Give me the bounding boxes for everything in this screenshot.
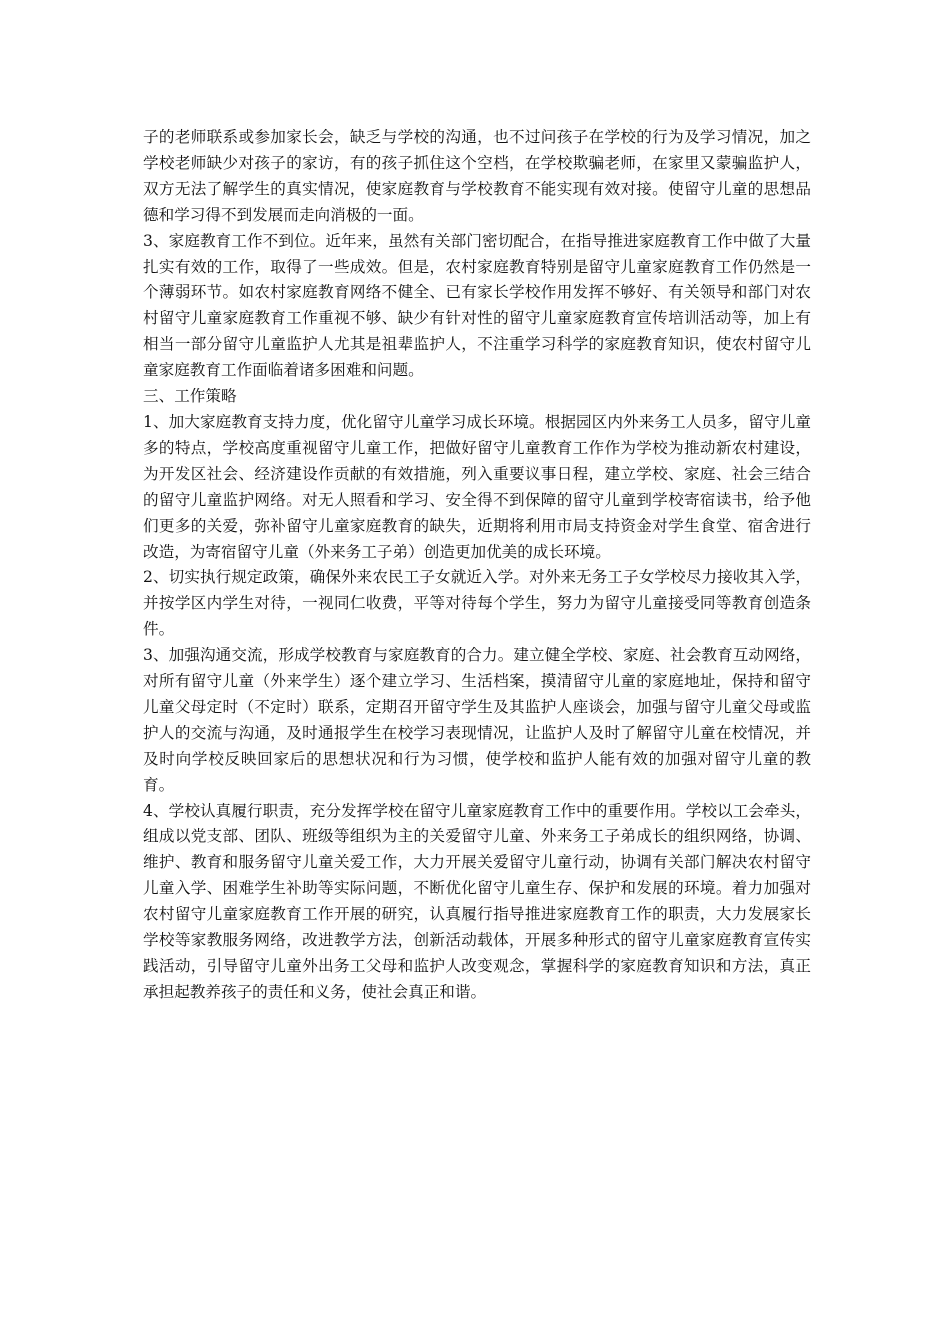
paragraph-strategy-1: 1、加大家庭教育支持力度，优化留守儿童学习成长环境。根据园区内外来务工人员多，留守儿童多的特点，学校高度重视留守儿童工作，把做好留守儿童教育工作作为学校为推动新农村建设，为开发区社会、经济建设作贡献的有效措施，列入重要议事日程，建立学校、家庭、社会三结合的留守儿童监护网络。对无人照看和学习、安全得不到保障的留守儿童到学校寄宿读书，给予他们更多的关爱，弥补留守儿童家庭教育的缺失，近期将利用市局支持资金对学生食堂、宿舍进行改造，为寄宿留守儿童（外来务工子弟）创造更加优美的成长环境。 bbox=[143, 412, 811, 561]
document-body bbox=[143, 125, 811, 1006]
paragraph-family-education-shortfall: 3、家庭教育工作不到位。近年来，虽然有关部门密切配合，在指导推进家庭教育工作中做了大量扎实有效的工作，取得了一些成效。但是，农村家庭教育特别是留守儿童家庭教育工作仍然是一个薄弱环节。如农村家庭教育网络不健全、已有家长学校作用发挥不够好、有关领导和部门对农村留守儿童家庭教育工作重视不够、缺少有针对性的留守儿童家庭教育宣传培训活动等，加上有相当一部分留守儿童监护人尤其是祖辈监护人，不注重学习科学的家庭教育知识，使农村留守儿童家庭教育工作面临着诸多困难和问题。 bbox=[143, 231, 811, 380]
section-heading-work-strategy: 三、工作策略 bbox=[143, 387, 237, 406]
paragraph-continuation: 子的老师联系或参加家长会，缺乏与学校的沟通，也不过问孩子在学校的行为及学习情况，加之学校老师缺少对孩子的家访，有的孩子抓住这个空档，在学校欺骗老师，在家里又蒙骗监护人，双方无法了解学生的真实情况，使家庭教育与学校教育不能实现有效对接。使留守儿童的思想品德和学习得不到发展而走向消极的一面。 bbox=[143, 128, 811, 224]
paragraph-strategy-4: 4、学校认真履行职责，充分发挥学校在留守儿童家庭教育工作中的重要作用。学校以工会牵头，组成以党支部、团队、班级等组织为主的关爱留守儿童、外来务工子弟成长的组织网络，协调、维护、教育和服务留守儿童关爱工作，大力开展关爱留守儿童行动，协调有关部门解决农村留守儿童入学、困难学生补助等实际问题，不断优化留守儿童生存、保护和发展的环境。着力加强对农村留守儿童家庭教育工作开展的研究，认真履行指导推进家庭教育工作的职责，大力发展家长学校等家教服务网络，改进教学方法，创新活动载体，开展多种形式的留守儿童家庭教育宣传实践活动，引导留守儿童外出务工父母和监护人改变观念，掌握科学的家庭教育知识和方法，真正承担起教养孩子的责任和义务，使社会真正和谐。 bbox=[143, 801, 811, 1001]
paragraph-strategy-2: 2、切实执行规定政策，确保外来农民工子女就近入学。对外来无务工子女学校尽力接收其入学，并按学区内学生对待，一视同仁收费，平等对待每个学生，努力为留守儿童接受同等教育创造条件。 bbox=[143, 568, 811, 639]
paragraph-strategy-3: 3、加强沟通交流，形成学校教育与家庭教育的合力。建立健全学校、家庭、社会教育互动网络，对所有留守儿童（外来学生）逐个建立学习、生活档案，摸清留守儿童的家庭地址，保持和留守儿童父母定时（不定时）联系，定期召开留守学生及其监护人座谈会，加强与留守儿童父母或监护人的交流与沟通，及时通报学生在校学习表现情况，让监护人及时了解留守儿童在校情况，并及时向学校反映回家后的思想状况和行为习惯，使学校和监护人能有效的加强对留守儿童的教育。 bbox=[143, 646, 811, 794]
